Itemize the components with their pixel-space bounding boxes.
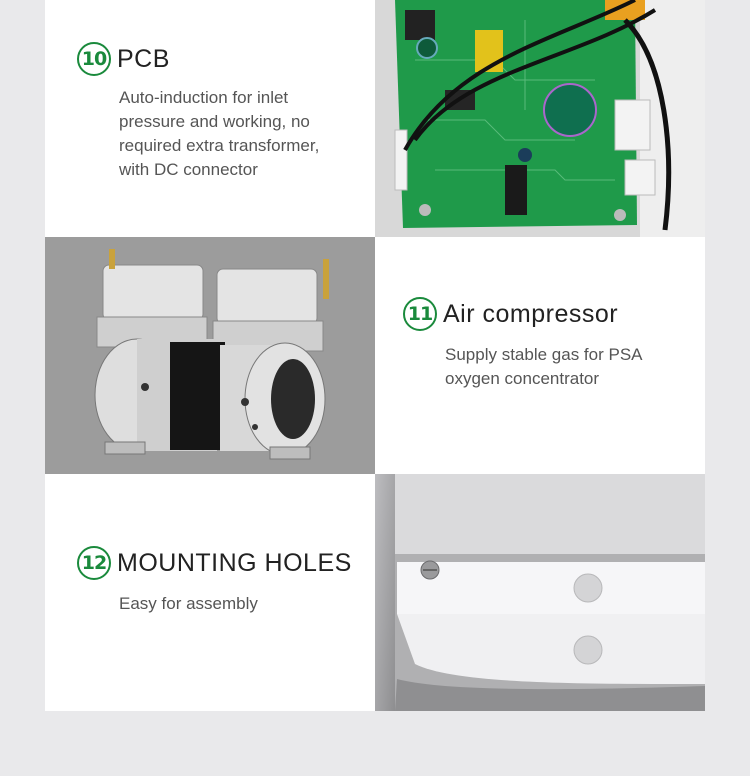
feature-title-air-compressor (403, 297, 618, 331)
mounting-holes-image (375, 474, 705, 711)
feature-description-pcb: Auto-induction for inlet pressure and working, no required extra transformer, with DC connector (119, 88, 320, 179)
feature-title-pcb (77, 42, 170, 76)
air-compressor-icon (45, 237, 375, 474)
feature-title-text: MOUNTING HOLES (117, 548, 352, 577)
feature-pcb-text-panel (45, 0, 375, 237)
air-compressor-image (45, 237, 375, 474)
feature-description-mounting-holes: Easy for assembly (119, 594, 258, 613)
feature-number-badge: 10 (77, 42, 111, 76)
feature-title-text: Air compressor (443, 299, 619, 328)
feature-mounting-holes-text-panel (45, 474, 375, 711)
feature-number-badge: 11 (403, 297, 437, 331)
feature-compressor-text-panel (375, 237, 705, 474)
feature-description-air-compressor: Supply stable gas for PSA oxygen concentrator (445, 345, 643, 388)
mounting-holes-icon (375, 474, 705, 711)
feature-number-badge: 12 (77, 546, 111, 580)
pcb-board-icon (375, 0, 705, 237)
pcb-image (375, 0, 705, 237)
feature-title-mounting-holes (77, 546, 352, 580)
feature-title-text: PCB (117, 44, 170, 73)
